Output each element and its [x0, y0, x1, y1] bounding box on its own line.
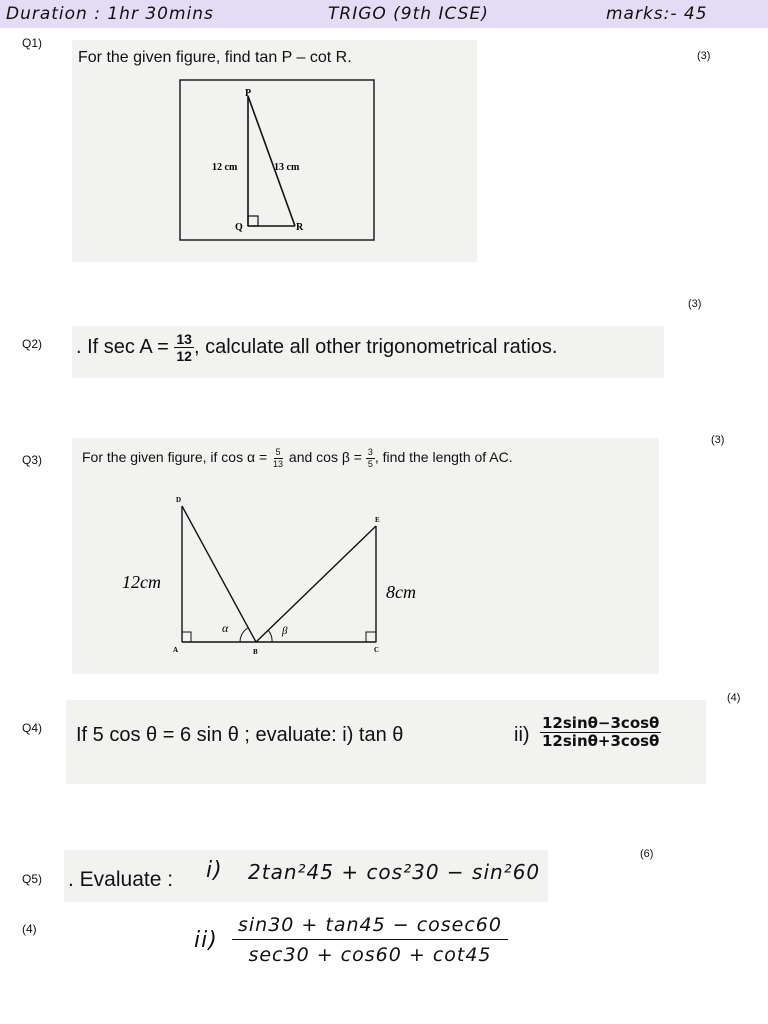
q2-marks: (3) [688, 298, 702, 310]
q4-part2-label: ii) [514, 724, 530, 746]
q5-part1-expression: 2tan²45 + cos²30 − sin²60 [248, 860, 541, 884]
side-ce-label: 8cm [386, 582, 416, 602]
q2-fraction: $\frac{13}{12}$ [176, 331, 192, 364]
q1-triangle-figure [178, 78, 376, 244]
alpha-angle-label: α [222, 621, 229, 635]
side-ad-label: 12cm [122, 572, 161, 592]
q3-marks: (3) [711, 434, 725, 446]
exam-title: TRIGO (9th ICSE) [328, 4, 489, 24]
alpha-fraction: $\frac{5}{13}$ [273, 447, 284, 469]
q4-number: Q4) [22, 721, 43, 735]
q5-evaluate-label: . Evaluate : [68, 868, 174, 891]
q3-triangles-figure [100, 490, 460, 662]
label-p: P [245, 88, 252, 99]
q4-statement: If 5 cos θ = 6 sin θ ; evaluate: i) tan θ [76, 724, 404, 746]
beta-angle-label: β [282, 625, 288, 637]
side-pq-label: 12 cm [212, 162, 238, 173]
label-b: B [253, 648, 258, 656]
q5-part1-label: i) [206, 858, 223, 883]
duration-label: Duration : 1hr 30mins [6, 4, 214, 24]
label-q: Q [235, 222, 243, 233]
q5-marks-left: (4) [22, 922, 37, 936]
label-e: E [375, 516, 380, 524]
label-c: C [374, 646, 380, 654]
q5-number: Q5) [22, 872, 43, 886]
label-d: D [176, 496, 182, 504]
q1-marks: (3) [697, 50, 711, 62]
label-a: A [173, 646, 179, 654]
q1-number: Q1) [22, 36, 43, 50]
side-pr-label: 13 cm [274, 162, 300, 173]
q2-suffix: , calculate all other trigonometrical ratios. [193, 335, 558, 358]
beta-fraction: $\frac{3}{5}$ [367, 447, 373, 469]
q5-part2-label: ii) [194, 928, 218, 953]
q5-part2-fraction: $\frac{\sin 30 + \tan 45 - cosec60}{\sec 30 + \cos 60 + \cot 45}$ [232, 916, 508, 965]
q5-marks-top: (6) [640, 848, 654, 860]
q2-number: Q2) [22, 337, 43, 351]
q2-question [76, 332, 557, 363]
q3-number: Q3) [22, 453, 43, 467]
q4-marks: (4) [727, 692, 741, 704]
q3-question: For the given figure, if cos α = $\frac{5}{13}$ and cos β = $\frac{3}{5}$ , find the length of AC. [82, 447, 513, 469]
q4-fraction: $\frac{12\sin\theta-3\cos\theta}{12\sin\theta+3\cos\theta}$ [542, 714, 660, 750]
total-marks: marks:- 45 [606, 4, 708, 24]
q2-prefix: . If sec A = [76, 335, 175, 358]
q1-question: For the given figure, find tan P – cot R. [78, 49, 352, 66]
label-r: R [296, 222, 304, 233]
